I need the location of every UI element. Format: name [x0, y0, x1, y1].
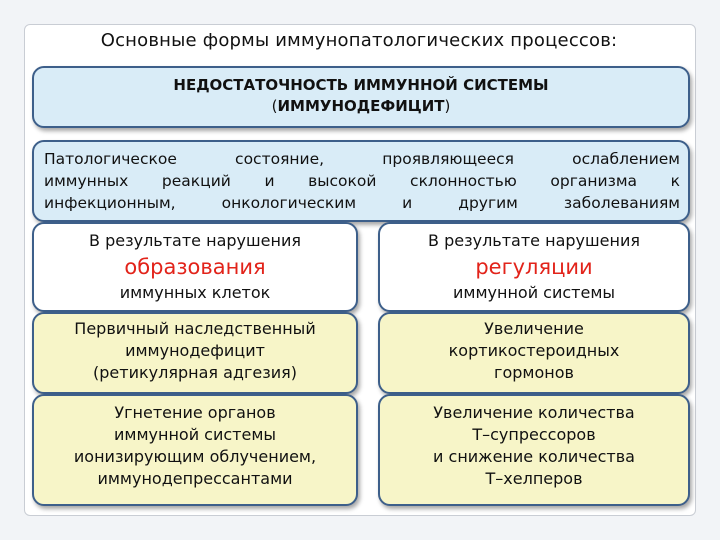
left-cause-box [32, 222, 358, 312]
right-example-2-line: Увеличение количества [433, 403, 635, 422]
left-cause-prefix: В результате нарушения [89, 231, 301, 250]
left-example-1-box [32, 312, 358, 394]
header-term: ИММУНОДЕФИЦИТ [277, 97, 445, 115]
right-example-2-line: Т–хелперов [485, 469, 583, 488]
immunodeficiency-header-box [32, 66, 690, 128]
definition-text [44, 148, 680, 214]
definition-line: иммунных реакций и высокой склонностью организма к [44, 172, 680, 190]
right-example-1-line: гормонов [494, 363, 574, 382]
left-example-2-line: иммунодепрессантами [97, 469, 293, 488]
left-example-2-line: Угнетение органов [114, 403, 276, 422]
header-line-1: НЕДОСТАТОЧНОСТЬ ИММУННОЙ СИСТЕМЫ [173, 76, 549, 94]
left-example-2-line: ионизирующим облучением, [73, 447, 317, 466]
left-cause-keyword: образования [124, 255, 266, 279]
right-example-2-line: Т–супрессоров [472, 425, 596, 444]
right-example-1-box [378, 312, 690, 394]
left-example-1-line: (ретикулярная адгезия) [93, 363, 297, 382]
right-example-2-line: и снижение количества [433, 447, 635, 466]
right-example-1-line: кортикостероидных [448, 341, 620, 360]
definition-box [32, 140, 690, 222]
right-cause-keyword: регуляции [475, 255, 593, 279]
left-example-1-line: иммунодефицит [125, 341, 265, 360]
open-paren: ( [271, 97, 278, 115]
slide-title: Основные формы иммунопатологических процессов: [100, 30, 618, 51]
left-example-2-box [32, 394, 358, 506]
header-line-2 [34, 97, 688, 115]
left-example-1-line: Первичный наследственный [74, 319, 316, 338]
left-example-2-line: иммунной системы [113, 425, 277, 444]
right-example-1-line: Увеличение [484, 319, 584, 338]
left-cause-suffix: иммунных клеток [119, 283, 271, 302]
right-example-2-box [378, 394, 690, 506]
definition-line: инфекционным, онкологическим и другим заболеваниям [44, 194, 680, 212]
definition-line: Патологическое состояние, проявляющееся ослаблением [44, 150, 680, 168]
right-cause-suffix: иммунной системы [452, 283, 616, 302]
close-paren: ) [444, 97, 451, 115]
right-cause-prefix: В результате нарушения [428, 231, 640, 250]
right-cause-box [378, 222, 690, 312]
